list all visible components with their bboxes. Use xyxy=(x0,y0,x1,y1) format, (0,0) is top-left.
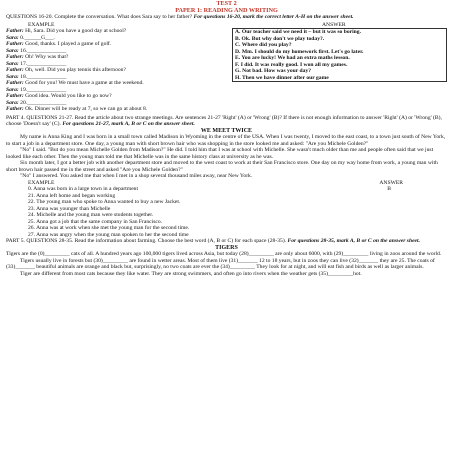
part1-answer-label: ANSWER xyxy=(322,21,346,28)
part1-example-label: EXAMPLE xyxy=(28,21,55,28)
part4-questions xyxy=(6,186,447,238)
speaker-label: Father: xyxy=(6,67,24,73)
question-text: 21. Anna left home and began working xyxy=(28,192,116,199)
tigers-paragraph: Tigers are the (0)_________ cats of all. A hundred years ago 100,000 tigers lived across Asia, but today (28)_________ are only about 6000, with (29)_________ living in zoos around the world. xyxy=(6,251,442,257)
question-answer: B xyxy=(387,186,391,192)
conversation-lines xyxy=(6,28,224,113)
question-text: 26. Anna was at work when she met the young man for the second time. xyxy=(28,225,190,231)
story-paragraph: "No" I said. "But do you mean Michelle Golden from Madison?" He did. I told him that I was at school with Michelle. She wasn't much older than me and people often said that we just looked like each other. Then the young man told me that Michelle was in the same history class at university as he was. xyxy=(6,147,434,160)
conversation xyxy=(6,22,224,113)
speaker-label: Sara: xyxy=(6,47,19,54)
dialogue-text: Good, thanks. I played a game of golf. xyxy=(23,41,112,47)
options-column xyxy=(232,22,447,113)
speaker-label: Father: xyxy=(6,28,24,34)
dialogue-text: 17.______________ xyxy=(18,60,67,67)
speaker-label: Sara: xyxy=(6,86,19,93)
option-b: B. Ok. But why don't we play today?. xyxy=(235,35,325,42)
part4-answer-label: ANSWER xyxy=(379,179,403,186)
dialogue-text: 0.______G___. xyxy=(18,34,55,41)
options-box xyxy=(232,28,447,82)
speaker-label: Father: xyxy=(6,80,24,86)
part1-instructions: QUESTIONS 16-20. Complete the conversation. What does Sara say to her father? For questions 16-20, mark the correct letter A-H on the answer sheet. xyxy=(6,14,354,20)
speaker-label: Father: xyxy=(6,54,24,60)
part4-instructions: PART 4. QUESTIONS 21-27. Read the article about two strange meetings. Are sentences 21-27 'Right' (A) or 'Wrong' (B)? If there is not enough information to answer 'Right' (A) or 'Wrong' (B), choose 'Doesn't say' (C). For questions 21-27, mark A, B or C on the answer sheet. xyxy=(6,114,442,127)
test-title: TEST 2 xyxy=(216,0,237,7)
tigers-title: TIGERS xyxy=(215,244,238,251)
story-paragraph: "No" I answered. You asked me that when I met in a shop several thousand miles away, near New York. xyxy=(20,173,253,179)
dialogue-text: Hi, Sara. Did you have a good day at school? xyxy=(23,28,127,34)
option-c: C. Where did you play? xyxy=(235,42,292,48)
dialogue-text: Oh! Why was that? xyxy=(23,54,69,60)
dialogue-text: 16.______________ xyxy=(18,47,67,54)
story-paragraph: My name is Anna King and I was born in a small town called Madison in Wyoming in the centre of the USA. When I was twenty, I moved to the east coast, to a town just south of New York, to start a job in a department store. One day, a young man with short brown hair who was shopping in the store looked me and asked: "Are you Michele Golden?" xyxy=(6,134,446,147)
speaker-label: Sara: xyxy=(6,34,19,41)
speaker-label: Sara: xyxy=(6,60,19,67)
speaker-label: Father: xyxy=(6,41,24,47)
dialogue-text: Good idea. Would you like to go now? xyxy=(23,93,112,99)
story-paragraph: Six month later, I got a better job with another department store and moved to the west coast to work at their San Francisco store. One day on my way home from work, a young man with short brown hair passed me in the street and asked "Are you Michele Golden?" xyxy=(6,160,438,173)
speaker-label: Sara: xyxy=(6,73,19,80)
question-text: 25. Anna got a job that the same company in San Francisco. xyxy=(28,218,163,225)
option-g: G. Not bad. How was your day? xyxy=(235,68,312,74)
option-d: D. Mm. I should do my homework first. Let's go later. xyxy=(235,48,364,55)
option-a: A. Our teacher said we need it – but it was so boring. xyxy=(235,29,361,35)
dialogue-text: Good for you! We must have a game at the weekend. xyxy=(23,80,144,86)
part1-dialogue-section xyxy=(6,22,447,113)
dialogue-text: 18.______________ xyxy=(18,73,67,80)
question-text: 24. Michelle and the young man were students together. xyxy=(28,212,154,218)
question-text: 0. Anna was born in a large town in a department xyxy=(28,186,139,192)
tigers-paragraph: Tiger are different from most cats because they like water. They are strong swimmers, and often go into rivers when the weather gets (35)_________hot. xyxy=(20,270,362,277)
dialogue-text: 19.______________ xyxy=(18,86,67,93)
tigers-text xyxy=(6,251,447,277)
dialogue-text: Ok. Dinner will be ready at 7, so we can go at about 8. xyxy=(23,106,148,112)
option-e: E. You are lucky! We had an extra maths lesson. xyxy=(235,55,350,61)
speaker-label: Father: xyxy=(6,93,24,99)
option-f: F. I did. It was really good. I won all my games. xyxy=(235,61,348,68)
tigers-paragraph: Tigers usually live in forests but (30)_________ are found in wetter areas. Most of them live (31)_______ 12 to 18 years, but in zoos they can live (32)_______ they are 25. The coats of (33)_______ beautiful animals are orange and black but, surprisingly, no two coats are ever the (34)_________ They look for at night, and will eat fish and birds as well as larger animals. xyxy=(6,257,435,270)
part5-instructions: PART 5. QUESTIONS 28-35. Read the information about farming. Choose the best word (A, B or C) for each space (28-35). For questions 28-35, mark A, B or C on the answer sheet. xyxy=(6,238,420,244)
story-text xyxy=(6,134,447,180)
question-text: 22. The young man who spoke to Anna wanted to buy a new Jacket. xyxy=(28,199,181,205)
speaker-label: Sara: xyxy=(6,99,19,106)
question-text: 23. Anna was younger than Michelle xyxy=(28,205,111,212)
dialogue-text: Oh, well. Did you play tennis this afternoon? xyxy=(23,67,126,73)
question-text: 27. Anna was angry when the young man spoken to her the second time xyxy=(28,231,189,238)
part4-example-label: EXAMPLE xyxy=(28,179,55,186)
option-h: H. Then we have dinner after our game xyxy=(235,74,329,81)
speaker-label: Father: xyxy=(6,106,24,112)
dialogue-line xyxy=(6,106,224,113)
paper-title: PAPER 1: READING AND WRITING xyxy=(175,7,278,14)
dialogue-text: 20.______________ xyxy=(18,99,67,106)
story-title: WE MEET TWICE xyxy=(200,127,253,134)
